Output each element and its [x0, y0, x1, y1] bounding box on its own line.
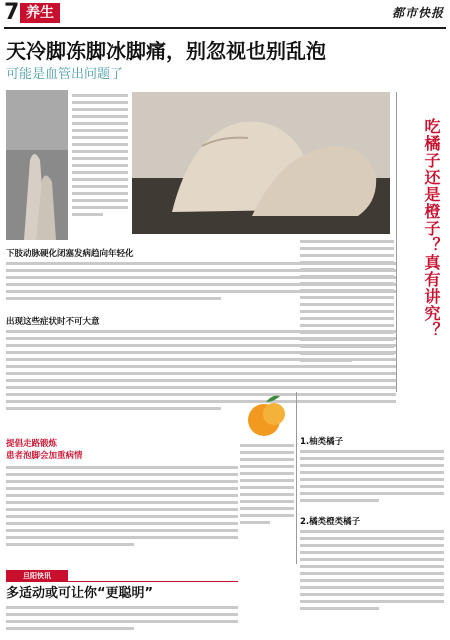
- sidebar-subheading-1: 1.柚类橘子: [300, 437, 344, 447]
- lead-photo-left: [6, 90, 68, 240]
- cold-feet-image: [132, 92, 390, 234]
- lead-subheading-4: 患者泡脚会加重病情: [6, 451, 83, 461]
- lead-article-body-col-right: [240, 444, 294, 564]
- masthead-rule: [4, 27, 446, 29]
- lead-subheading-1: 下肢动脉硬化闭塞发病趋向年轻化: [6, 249, 134, 259]
- lead-subheading-2: 出现这些症状时不可大意: [6, 317, 100, 327]
- sidebar-subheading-2: 2.橘类橙类橘子: [300, 517, 361, 527]
- feet-on-step-image: [6, 90, 68, 240]
- sidebar-body-col3: [300, 530, 444, 634]
- column-divider: [296, 392, 297, 564]
- page-number: 7: [4, 0, 20, 25]
- lead-headline: 天冷脚冻脚冰脚痛，别忽视也别乱泡: [6, 39, 326, 63]
- masthead: [0, 0, 450, 27]
- lead-subhead: 可能是血管出问题了: [6, 67, 124, 82]
- sidebar-body-col2: [300, 450, 444, 512]
- lead-article-body-row3: [6, 466, 238, 564]
- citrus-fruit-image: [244, 392, 288, 440]
- paper-logo: 都市快报: [391, 6, 444, 20]
- section-tag: 养生: [20, 3, 60, 23]
- sidebar-title: 吃橘子还是橙子？真有讲究？: [422, 118, 441, 339]
- sidebar-divider: [396, 92, 397, 392]
- lead-subheading-3: 提倡走路锻炼: [6, 439, 58, 449]
- second-article-body: [6, 606, 238, 636]
- orange-icon: [244, 392, 288, 440]
- sidebar-body-col1: [300, 240, 394, 392]
- lead-photo-main: [132, 92, 390, 234]
- section-banner-rule: [6, 581, 238, 582]
- lead-article-body-col1: [72, 94, 128, 244]
- second-headline: 多适动或可让你“更聪明”: [6, 586, 154, 601]
- section-banner: 旦阳快讯: [6, 570, 68, 582]
